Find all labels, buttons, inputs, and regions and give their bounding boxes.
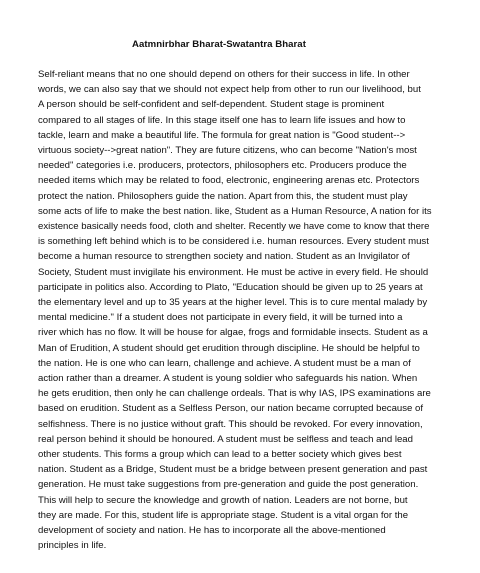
body-text-line: action rather than a dreamer. A student is young soldier who safeguards his nation. When bbox=[38, 373, 418, 385]
body-text-line: Society, Student must invigilate his environment. He must be active in every field. He should bbox=[38, 266, 429, 278]
body-text-line: This will help to secure the knowledge and growth of nation. Leaders are not borne, but bbox=[38, 494, 408, 506]
body-text-line: he gets erudition, then only he can challenge ordeals. That is why IAS, IPS examinations are bbox=[38, 388, 431, 400]
document-body bbox=[38, 67, 454, 554]
body-text-line: Self-reliant means that no one should depend on others for their success in life. In other bbox=[38, 69, 410, 80]
body-text-line: compared to all stages of life. In this stage itself one has to learn life issues and how to bbox=[38, 114, 406, 126]
body-text-line: other students. This forms a group which can lead to a better society which gives best bbox=[38, 449, 402, 461]
body-text-line: some acts of life to make the best nation. like, Student as a Human Resource, A nation for its bbox=[38, 205, 432, 217]
document-title: Aatmnirbhar Bharat-Swatantra Bharat bbox=[132, 39, 306, 50]
body-text-line: mental medicine." If a student does not participate in every field, it will be turned into a bbox=[38, 312, 403, 324]
body-text-line: generation. He must take suggestions from pre-generation and guide the post generation. bbox=[38, 479, 419, 491]
body-text-line: the elementary level and up to 35 years at the higher level. This is to cure mental malady by bbox=[38, 297, 428, 309]
body-text-line: nation. Student as a Bridge, Student must be a bridge between present generation and past bbox=[38, 464, 428, 476]
body-text-line: words, we can also say that we should not expect help from other to run our livelihood, but bbox=[38, 84, 421, 96]
body-text-line: the nation. He is one who can learn, challenge and achieve. A student must be a man of bbox=[38, 357, 411, 369]
body-text-line: real person behind it should be honoured. A student must be selfless and teach and lead bbox=[38, 433, 413, 445]
body-text-line: existence basically needs food, cloth and shelter. Recently we have come to know that there bbox=[38, 221, 430, 233]
body-text-line: river which has no flow. It will be house for algae, frogs and formidable insects. Student as a bbox=[38, 327, 428, 339]
body-text-line: is something left behind which is to be considered i.e. human resources. Every student must bbox=[38, 236, 429, 248]
body-text-line: principles in life. bbox=[38, 540, 107, 552]
body-text-line: development of society and nation. He has to incorporate all the above-mentioned bbox=[38, 525, 386, 537]
body-text-line: tackle, learn and make a beautiful life. The formula for great nation is "Good student--> bbox=[38, 129, 406, 141]
body-text-line: Man of Erudition, A student should get erudition through discipline. He should be helpful to bbox=[38, 342, 420, 354]
body-text-line: participate in politics also. According to Plato, "Education should be given up to 25 years at bbox=[38, 281, 423, 293]
body-text-line: virtuous society-->great nation". They are future citizens, who can become "Nation's most bbox=[38, 145, 417, 157]
body-text-line: needed" categories i.e. producers, protectors, philosophers etc. Producers produce the bbox=[38, 160, 407, 172]
body-text-line: selfishness. There is no justice without graft. This should be revoked. For every innovation, bbox=[38, 418, 423, 430]
body-text-line: A person should be self-confident and self-dependent. Student stage is prominent bbox=[38, 99, 385, 111]
body-text-line: needed items which may be related to food, electronic, engineering arenas etc. Protectors bbox=[38, 175, 420, 187]
body-text-line: protect the nation. Philosophers guide the nation. Apart from this, the student must play bbox=[38, 190, 408, 202]
body-text-line: based on erudition. Student as a Selfless Person, our nation became corrupted because of bbox=[38, 403, 424, 415]
body-text-line: become a human resource to strengthen society and nation. Student as an Invigilator of bbox=[38, 251, 410, 263]
body-text-line: they are made. For this, student life is appropriate stage. Student is a vital organ for the bbox=[38, 509, 409, 521]
